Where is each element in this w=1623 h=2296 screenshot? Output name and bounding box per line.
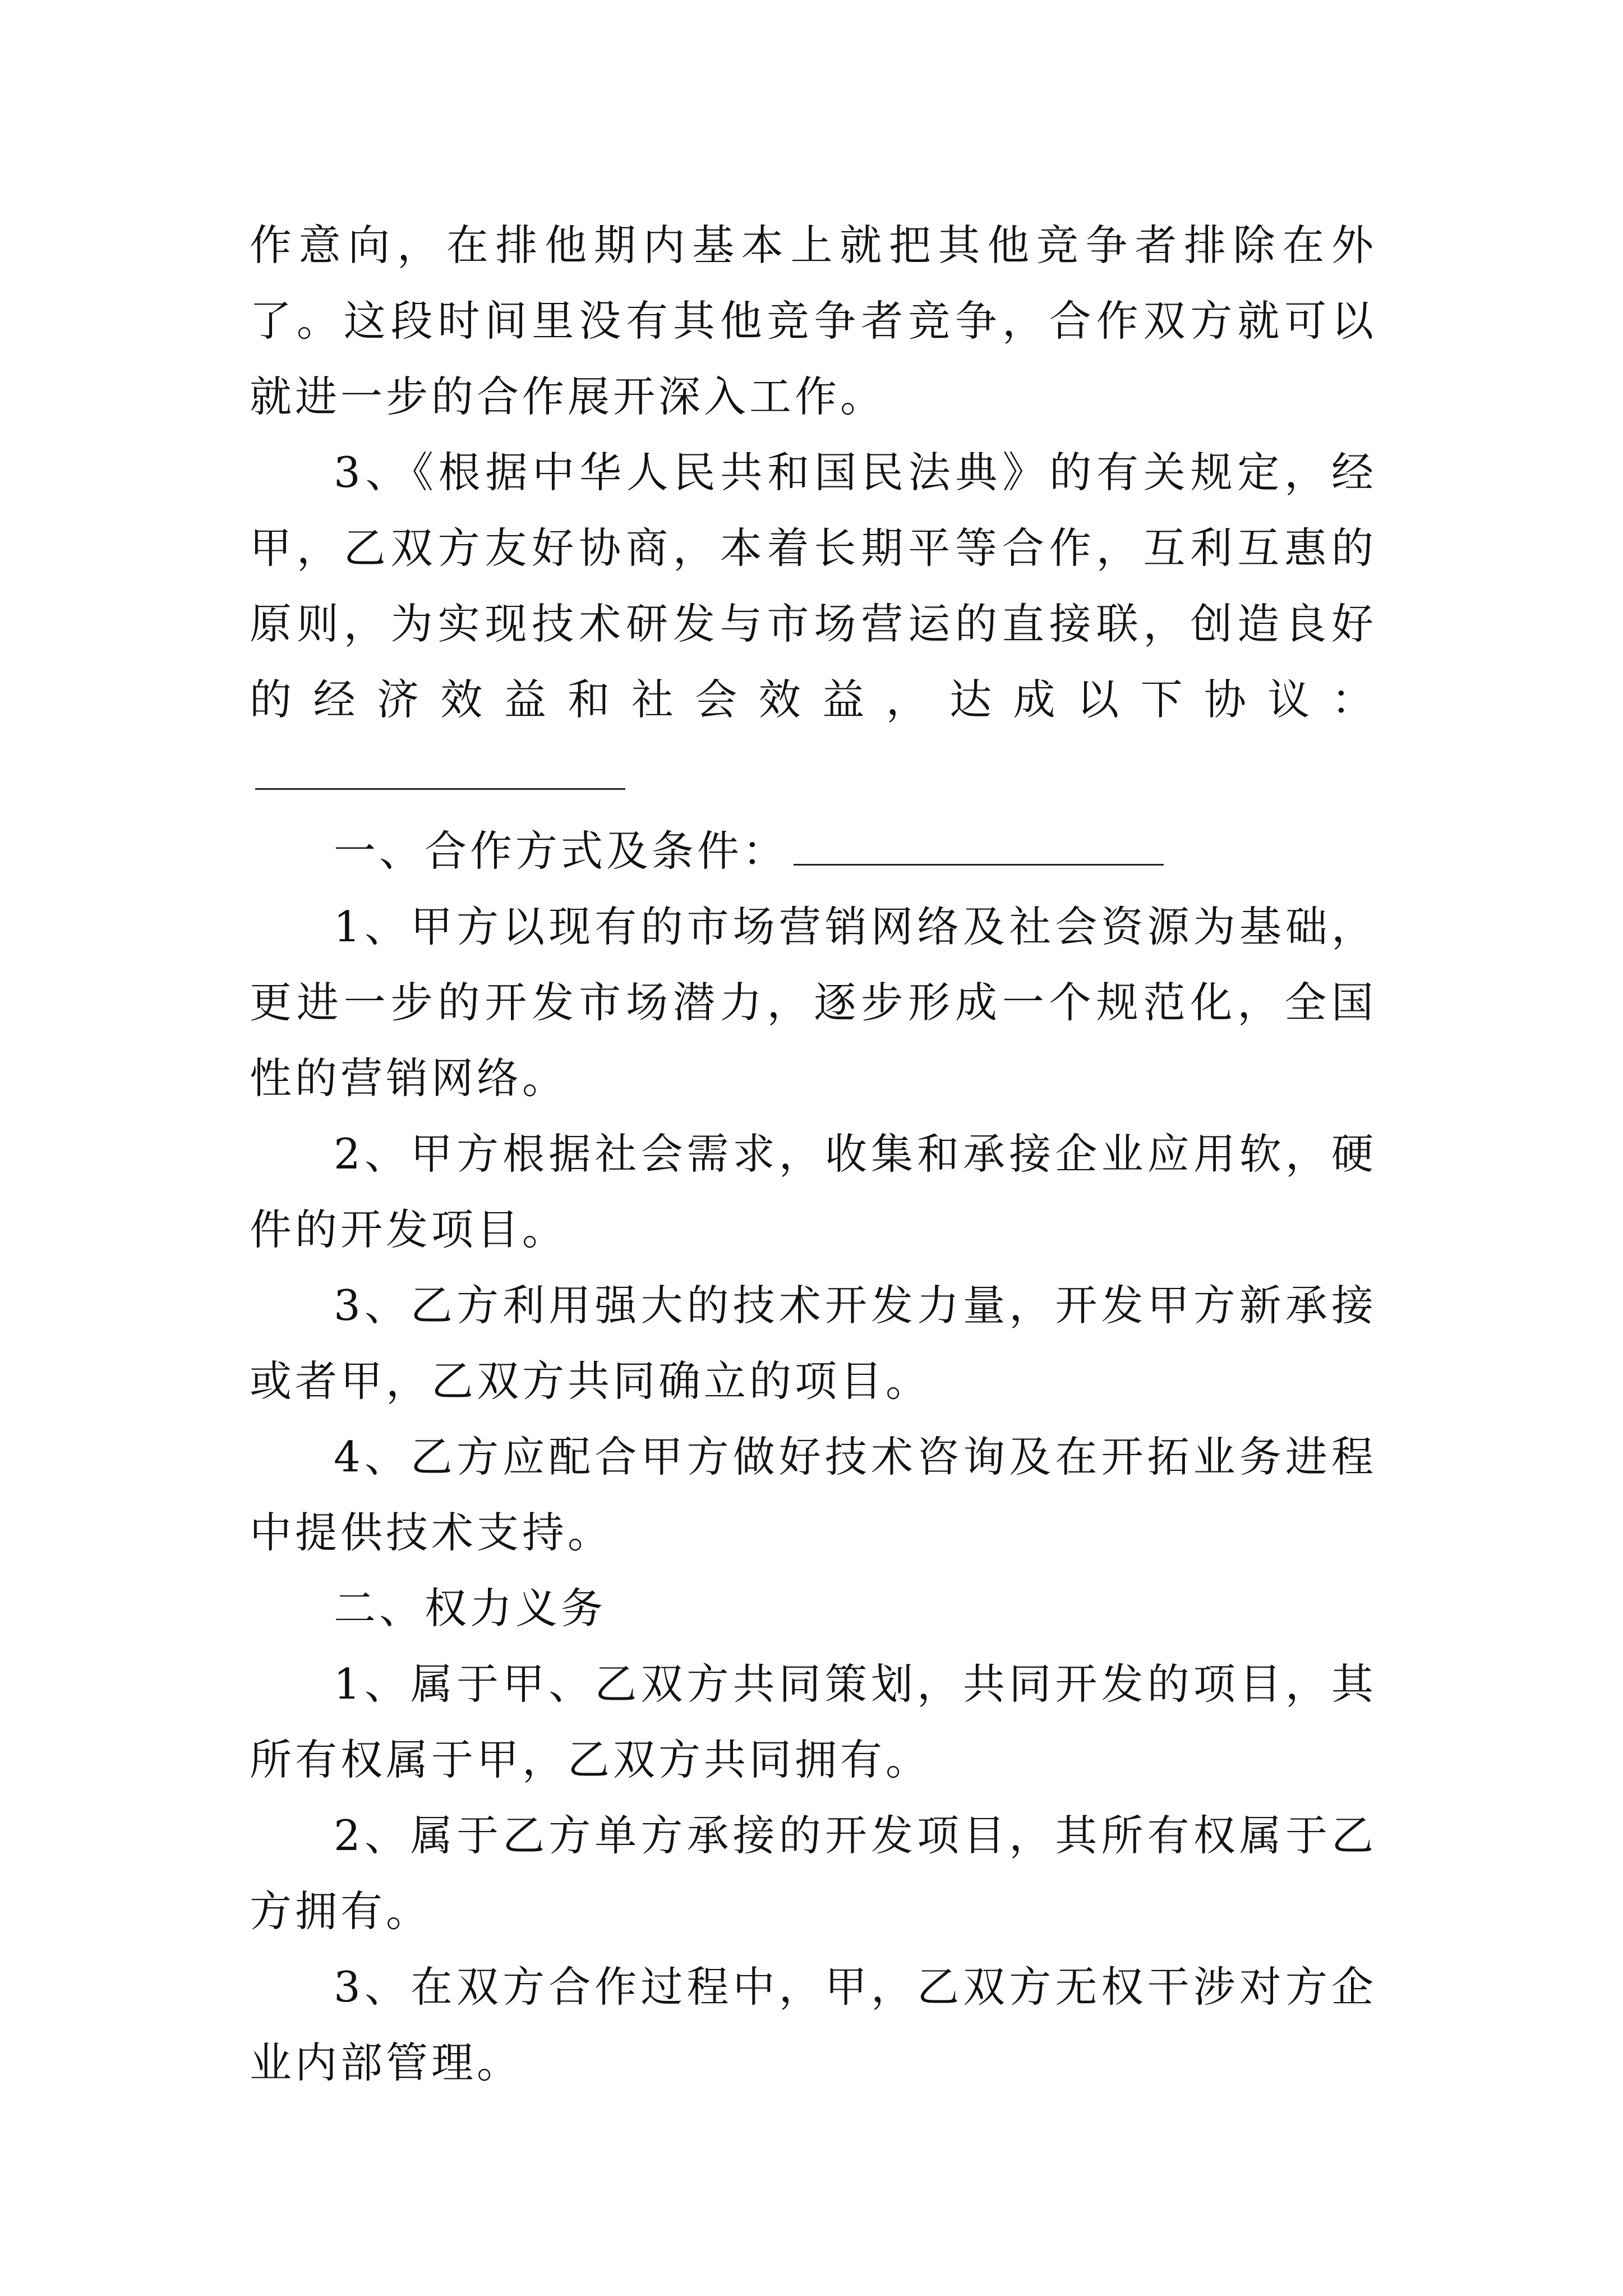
- clause-text: 1、属于甲、乙双方共同策划，共同开发的项目，其所有权属于甲，乙双方共同拥有。: [250, 1659, 1377, 1784]
- clause-text: 3、乙方利用强大的技术开发力量，开发甲方新承接或者甲，乙双方共同确立的项目。: [250, 1281, 1377, 1406]
- fill-in-blank-line[interactable]: [794, 830, 1164, 866]
- paragraph-text: 3、《根据中华人民共和国民法典》的有关规定，经甲，乙双方友好协商，本着长期平等合作，互利互惠的原则，为实现技术研发与市场营运的直接联，创造良好的经济效益和社会效益，达成以下协议：: [250, 448, 1377, 724]
- paragraph-text: 作意向，在排他期内基本上就把其他竞争者排除在外了。这段时间里没有其他竞争者竞争，合作双方就可以就进一步的合作展开深入工作。: [250, 220, 1377, 421]
- clause-1-4: [250, 1419, 1377, 1571]
- clause-1-1: [250, 889, 1377, 1116]
- heading-text: 一、合作方式及条件：: [334, 826, 789, 876]
- clause-text: 2、属于乙方单方承接的开发项目，其所有权属于乙方拥有。: [250, 1811, 1377, 1936]
- clause-text: 1、甲方以现有的市场营销网络及社会资源为基础，更进一步的开发市场潜力，逐步形成一个规范化，全国性的营销网络。: [250, 902, 1377, 1103]
- clause-2-2: [250, 1798, 1377, 1949]
- paragraph-law-basis: [250, 435, 1377, 813]
- clause-text: 3、在双方合作过程中，甲，乙双方无权干涉对方企业内部管理。: [250, 1962, 1377, 2087]
- document-body: [250, 208, 1377, 2101]
- fill-in-blank-line[interactable]: [255, 754, 625, 790]
- paragraph-intro-continued: [250, 208, 1377, 435]
- clause-2-3: [250, 1949, 1377, 2101]
- section-heading-cooperation: [250, 813, 1377, 889]
- clause-text: 4、乙方应配合甲方做好技术咨询及在开拓业务进程中提供技术支持。: [250, 1432, 1377, 1557]
- section-heading-rights: [250, 1571, 1377, 1646]
- clause-text: 2、甲方根据社会需求，收集和承接企业应用软，硬件的开发项目。: [250, 1129, 1377, 1254]
- heading-text: 二、权力义务: [334, 1584, 607, 1633]
- clause-1-2: [250, 1116, 1377, 1268]
- clause-2-1: [250, 1646, 1377, 1798]
- clause-1-3: [250, 1268, 1377, 1419]
